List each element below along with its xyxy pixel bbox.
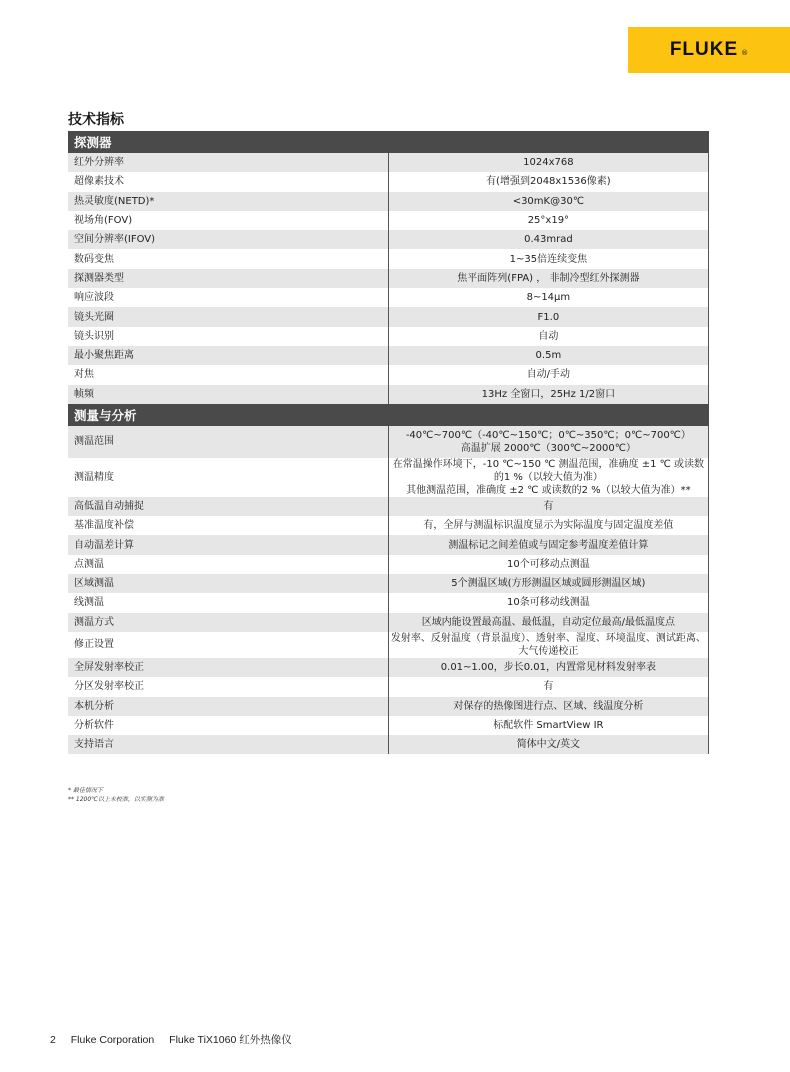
spec-label: 分析软件 [68,716,388,735]
spec-value [388,458,708,497]
spec-value [388,658,708,677]
section-title: 测量与分析 [68,404,709,426]
logo-text: FLUKE [669,39,739,60]
spec-row [68,716,709,735]
spec-value [388,192,708,211]
spec-value-line: 有 [543,681,554,693]
spec-value [388,230,708,249]
spec-value-line: 有(增强到2048x1536像素) [486,176,611,188]
spec-row [68,658,709,677]
spec-value-line: 对保存的热像图进行点、区域、线温度分析 [453,700,644,712]
registered-mark: ® [741,49,749,57]
page-title: 技术指标 [68,112,124,128]
spec-label: 空间分辨率(IFOV) [68,230,388,249]
spec-label: 对焦 [68,365,388,384]
spec-value [388,716,708,735]
spec-row [68,153,709,172]
spec-row [68,230,709,249]
spec-value-line: 自动 [538,330,559,342]
spec-value-line: 有，全屏与测温标识温度显示为实际温度与固定温度差值 [423,520,674,532]
spec-label: 分区发射率校正 [68,677,388,696]
spec-label: 测温范围 [68,426,388,458]
spec-value [388,327,708,346]
spec-row [68,385,709,404]
spec-value [388,613,708,632]
spec-label: 线测温 [68,593,388,612]
spec-value-line: 8~14μm [526,292,571,304]
spec-row [68,426,709,458]
spec-value [388,153,708,172]
spec-row [68,172,709,191]
spec-value [388,288,708,307]
spec-label: 视场角(FOV) [68,211,388,230]
spec-value [388,677,708,696]
spec-value-line: 1~35倍连续变焦 [509,253,588,265]
spec-value-line: 13Hz 全窗口，25Hz 1/2窗口 [481,388,616,400]
spec-row [68,346,709,365]
spec-row [68,307,709,326]
page-number: 2 [50,1034,56,1046]
spec-value [388,307,708,326]
spec-value [388,497,708,516]
spec-value-line: 5个测温区域(方形测温区域或圆形测温区域) [451,578,646,590]
spec-label: 支持语言 [68,735,388,754]
spec-label: 探测器类型 [68,269,388,288]
spec-label: 数码变焦 [68,249,388,268]
spec-row [68,574,709,593]
footnote: * 最佳情况下 [68,787,103,794]
spec-row [68,458,709,497]
page-footer [50,1032,304,1047]
spec-value-line: 1024x768 [523,157,574,169]
spec-row [68,677,709,696]
spec-row [68,613,709,632]
spec-label: 自动温差计算 [68,535,388,554]
spec-row [68,735,709,754]
spec-value-line: 10个可移动点测温 [507,558,590,570]
spec-row [68,593,709,612]
spec-row [68,249,709,268]
spec-row [68,555,709,574]
spec-row [68,632,709,658]
spec-table [68,131,709,754]
spec-value [388,172,708,191]
spec-value [388,516,708,535]
fluke-logo [628,27,790,73]
footnotes [68,786,164,804]
spec-row [68,497,709,516]
footer-company: Fluke Corporation [70,1034,155,1046]
spec-value [388,632,708,658]
spec-value-line: 焦平面阵列(FPA) ， 非制冷型红外探测器 [457,272,640,284]
spec-row [68,288,709,307]
spec-label: 修正设置 [68,632,388,658]
spec-value-line: 0.5m [535,350,562,362]
spec-label: 最小聚焦距离 [68,346,388,365]
spec-value [388,574,708,593]
spec-value [388,697,708,716]
spec-value-line: 简体中文/英文 [516,739,581,751]
spec-label: 基准温度补偿 [68,516,388,535]
spec-label: 镜头光圈 [68,307,388,326]
spec-value [388,535,708,554]
spec-row [68,516,709,535]
section-header [68,131,709,153]
spec-value-line: <30mK@30℃ [512,195,585,207]
spec-value-line: 区域内能设置最高温、最低温，自动定位最高/最低温度点 [421,616,676,628]
spec-value-line: 高温扩展 2000℃（300℃~2000℃） [460,442,636,454]
spec-value-line: 在常温操作环境下，-10 ℃~150 ℃ 测温范围，准确度 ±1 ℃ 或读数的1 %（以较大值为准） [392,458,705,483]
spec-label: 热灵敏度(NETD)* [68,192,388,211]
footnote: ** 1200℃以上未校准，以实测为准 [68,796,164,803]
spec-value-line: 发射率、反射温度（背景温度）、透射率、湿度、环境温度、测试距离、大气传递校正 [390,632,706,657]
spec-value [388,385,708,404]
spec-value-line: 标配软件 SmartView IR [493,719,604,731]
section-title: 探测器 [68,131,709,153]
spec-value [388,365,708,384]
spec-label: 测温精度 [68,458,388,497]
spec-row [68,697,709,716]
spec-value-line: 10条可移动线测温 [507,597,590,609]
spec-row [68,365,709,384]
spec-label: 区域测温 [68,574,388,593]
spec-label: 点测温 [68,555,388,574]
spec-value-line: 25°x19° [527,215,570,227]
spec-value [388,735,708,754]
spec-value-line: -40℃~700℃（-40℃~150℃；0℃~350℃；0℃~700℃） [405,429,691,441]
spec-label: 全屏发射率校正 [68,658,388,677]
footer-doc-title: Fluke TiX1060 红外热像仪 [169,1034,292,1046]
spec-row [68,327,709,346]
spec-value [388,249,708,268]
spec-value-line: 测温标记之间差值或与固定参考温度差值计算 [448,539,649,551]
spec-value [388,593,708,612]
spec-value [388,269,708,288]
spec-value [388,211,708,230]
spec-value-line: 自动/手动 [526,369,571,381]
section-header [68,404,709,426]
spec-label: 帧频 [68,385,388,404]
spec-label: 红外分辨率 [68,153,388,172]
spec-row [68,211,709,230]
spec-label: 镜头识别 [68,327,388,346]
spec-value-line: 有 [543,501,554,512]
spec-label: 测温方式 [68,613,388,632]
spec-row [68,535,709,554]
spec-value [388,346,708,365]
spec-label: 超像素技术 [68,172,388,191]
spec-row [68,269,709,288]
spec-value-line: F1.0 [537,311,560,323]
spec-label: 响应波段 [68,288,388,307]
spec-value [388,555,708,574]
spec-value-line: 0.01~1.00，步长0.01，内置常见材料发射率表 [440,662,656,674]
spec-row [68,192,709,211]
spec-value [388,426,708,458]
spec-label: 本机分析 [68,697,388,716]
spec-value-line: 其他测温范围，准确度 ±2 ℃ 或读数的2 %（以较大值为准）** [406,484,691,496]
spec-label: 高低温自动捕捉 [68,497,388,516]
spec-value-line: 0.43mrad [524,234,573,246]
